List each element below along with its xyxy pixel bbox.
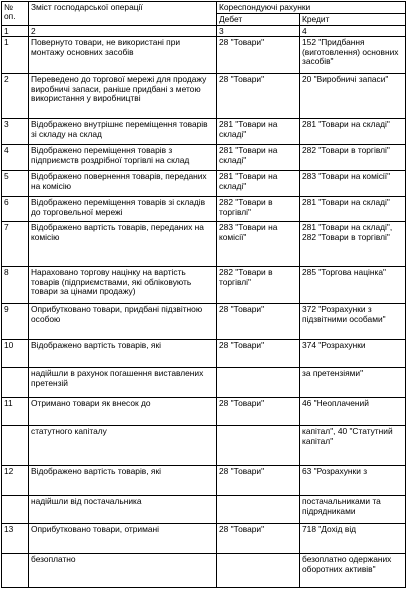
header-accounts: Кореспондуючі рахунки xyxy=(217,2,406,14)
row-num: 3 xyxy=(2,119,29,145)
row-debit: 28 "Товари" xyxy=(217,466,300,496)
row-credit: 20 "Виробничі запаси" xyxy=(300,74,406,119)
row-debit: 28 "Товари" xyxy=(217,398,300,426)
table-row xyxy=(2,119,406,145)
row-debit xyxy=(217,368,300,398)
row-credit: 374 "Розрахунки xyxy=(300,340,406,368)
row-credit: 46 "Неоплачений xyxy=(300,398,406,426)
row-num: 10 xyxy=(2,340,29,368)
row-num: 6 xyxy=(2,197,29,222)
table-row xyxy=(2,398,406,426)
row-num xyxy=(2,554,29,588)
row-debit: 28 "Товари" xyxy=(217,37,300,74)
row-content: Відображено внутрішнє переміщення товарів зі складу на склад xyxy=(29,119,217,145)
header-content: Зміст господарської операції xyxy=(29,2,217,26)
row-content: Відображено повернення товарів, переданих на комісію xyxy=(29,171,217,197)
table-row xyxy=(2,466,406,496)
row-credit: 152 "Придбання (виготовлення) основних засобів" xyxy=(300,37,406,74)
row-num: 8 xyxy=(2,267,29,304)
row-debit: 283 "Товари на комісії" xyxy=(217,222,300,267)
row-credit: 283 "Товари на комісії" xyxy=(300,171,406,197)
row-content: Відображено вартість товарів, які xyxy=(29,340,217,368)
row-content: Нараховано торгову націнку на вартість товарів (підприємствами, які обліковують товари за цінами продажу) xyxy=(29,267,217,304)
row-credit: 718 "Дохід від xyxy=(300,524,406,554)
row-content: Переведено до торгової мережі для продажу виробничі запаси, раніше придбані з метою використання у виробництві xyxy=(29,74,217,119)
row-debit: 28 "Товари" xyxy=(217,524,300,554)
row-num: 11 xyxy=(2,398,29,426)
row-num: 4 xyxy=(2,145,29,171)
row-debit: 28 "Товари" xyxy=(217,74,300,119)
table-row xyxy=(2,304,406,340)
table-row xyxy=(2,267,406,304)
row-debit xyxy=(217,426,300,466)
column-number: 3 xyxy=(217,26,300,37)
row-credit: 282 "Товари в торгівлі" xyxy=(300,145,406,171)
row-debit: 281 "Товари на складі" xyxy=(217,119,300,145)
table-row xyxy=(2,171,406,197)
table-row-continuation xyxy=(2,368,406,398)
row-credit: безоплатно одержаних оборотних активів" xyxy=(300,554,406,588)
column-number: 4 xyxy=(300,26,406,37)
row-credit: постачальниками та підрядниками xyxy=(300,496,406,524)
row-debit: 281 "Товари на складі" xyxy=(217,171,300,197)
row-content: Відображено переміщення товарів зі складів до торговельної мережі xyxy=(29,197,217,222)
table-row xyxy=(2,145,406,171)
table-row xyxy=(2,74,406,119)
row-credit: 281 "Товари на складі" xyxy=(300,119,406,145)
header-num: № оп. xyxy=(2,2,29,26)
row-num: 2 xyxy=(2,74,29,119)
row-debit: 282 "Товари в торгівлі" xyxy=(217,197,300,222)
row-credit: 281 "Товари на складі", 282 "Товари в торгівлі" xyxy=(300,222,406,267)
row-num: 1 xyxy=(2,37,29,74)
row-content: надійшли в рахунок погашення виставлених претензій xyxy=(29,368,217,398)
header-row xyxy=(2,2,406,14)
table-row xyxy=(2,37,406,74)
table-row-continuation xyxy=(2,496,406,524)
row-debit: 282 "Товари в торгівлі" xyxy=(217,267,300,304)
row-credit: 281 "Товари на складі" xyxy=(300,197,406,222)
row-content: безоплатно xyxy=(29,554,217,588)
row-num: 5 xyxy=(2,171,29,197)
table-row-continuation xyxy=(2,426,406,466)
row-num: 12 xyxy=(2,466,29,496)
header-credit: Кредит xyxy=(300,14,406,26)
row-content: Відображено вартість товарів, які xyxy=(29,466,217,496)
table-row xyxy=(2,524,406,554)
column-number-row xyxy=(2,26,406,37)
row-content: Відображено вартість товарів, переданих на комісію xyxy=(29,222,217,267)
row-credit: 372 "Розрахунки з підзвітними особами" xyxy=(300,304,406,340)
table-row xyxy=(2,222,406,267)
row-debit: 281 "Товари на складі" xyxy=(217,145,300,171)
row-num: 7 xyxy=(2,222,29,267)
row-credit: капітал", 40 "Статутний капітал" xyxy=(300,426,406,466)
row-debit: 28 "Товари" xyxy=(217,304,300,340)
row-credit: за претензіями" xyxy=(300,368,406,398)
column-number: 2 xyxy=(29,26,217,37)
header-debit: Дебет xyxy=(217,14,300,26)
table-row xyxy=(2,340,406,368)
column-number: 1 xyxy=(2,26,29,37)
row-credit: 285 "Торгова націнка" xyxy=(300,267,406,304)
row-num xyxy=(2,426,29,466)
row-debit: 28 "Товари" xyxy=(217,340,300,368)
row-content: Повернуто товари, не використані при монтажу основних засобів xyxy=(29,37,217,74)
row-num xyxy=(2,496,29,524)
row-content: надійшли від постачальника xyxy=(29,496,217,524)
table-row xyxy=(2,197,406,222)
row-credit: 63 "Розрахунки з xyxy=(300,466,406,496)
row-content: Оприбутковано товари, придбані підзвітною особою xyxy=(29,304,217,340)
row-num xyxy=(2,368,29,398)
row-num: 13 xyxy=(2,524,29,554)
table-row-continuation xyxy=(2,554,406,588)
operations-table xyxy=(1,1,406,588)
row-content: Отримано товари як внесок до xyxy=(29,398,217,426)
row-num: 9 xyxy=(2,304,29,340)
row-content: Оприбутковано товари, отримані xyxy=(29,524,217,554)
row-content: статутного капіталу xyxy=(29,426,217,466)
row-debit xyxy=(217,554,300,588)
row-content: Відображено переміщення товарів з підприємств роздрібної торгівлі на склад xyxy=(29,145,217,171)
row-debit xyxy=(217,496,300,524)
